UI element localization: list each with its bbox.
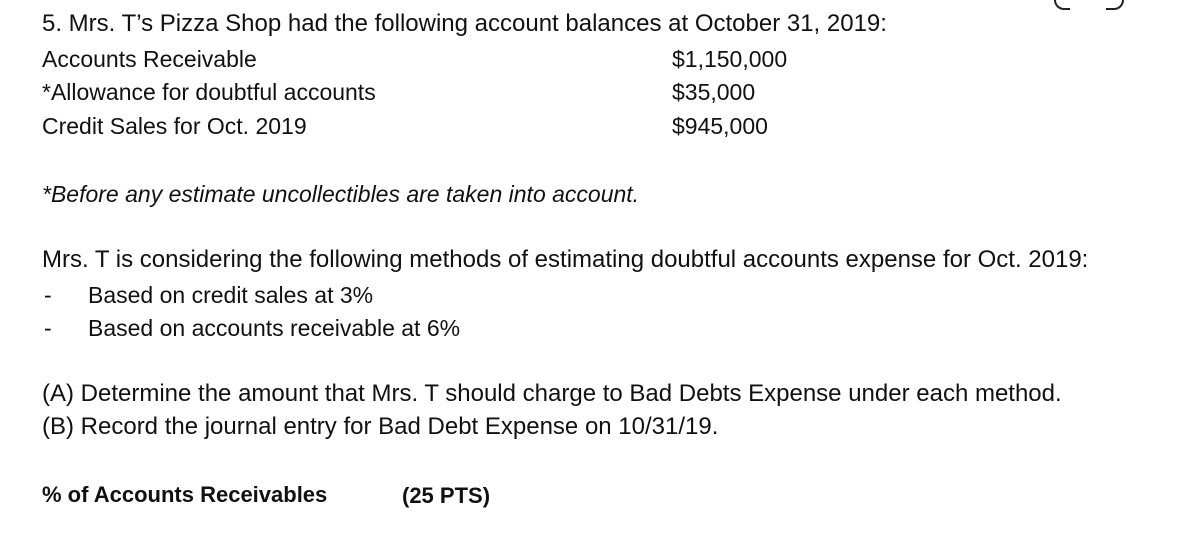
cropped-bracket-left bbox=[1054, 0, 1070, 10]
balance-value-allowance: $35,000 bbox=[672, 79, 756, 105]
method-item-credit-sales: Based on credit sales at 3% bbox=[88, 282, 374, 308]
methods-intro: Mrs. T is considering the following methods of estimating doubtful accounts expense for Oct. 2019: bbox=[42, 246, 1089, 273]
method-bullet: - bbox=[44, 315, 52, 341]
balance-label-credit-sales: Credit Sales for Oct. 2019 bbox=[42, 113, 307, 139]
balance-label-accounts-receivable: Accounts Receivable bbox=[42, 46, 257, 72]
question-title: 5. Mrs. T’s Pizza Shop had the following account balances at October 31, 2019: bbox=[42, 10, 887, 37]
part-b-instruction: (B) Record the journal entry for Bad Debt Expense on 10/31/19. bbox=[42, 413, 719, 440]
section-label: % of Accounts Receivables bbox=[42, 482, 328, 507]
footnote: *Before any estimate uncollectibles are taken into account. bbox=[42, 181, 640, 207]
balance-label-allowance: *Allowance for doubtful accounts bbox=[42, 79, 376, 105]
cropped-bracket-right bbox=[1106, 0, 1124, 10]
balance-value-accounts-receivable: $1,150,000 bbox=[672, 46, 788, 72]
method-bullet: - bbox=[44, 282, 52, 308]
balance-value-credit-sales: $945,000 bbox=[672, 113, 768, 139]
points-label: (25 PTS) bbox=[402, 483, 491, 508]
method-item-accounts-receivable: Based on accounts receivable at 6% bbox=[88, 315, 461, 341]
part-a-instruction: (A) Determine the amount that Mrs. T should charge to Bad Debts Expense under each method. bbox=[42, 380, 1062, 407]
